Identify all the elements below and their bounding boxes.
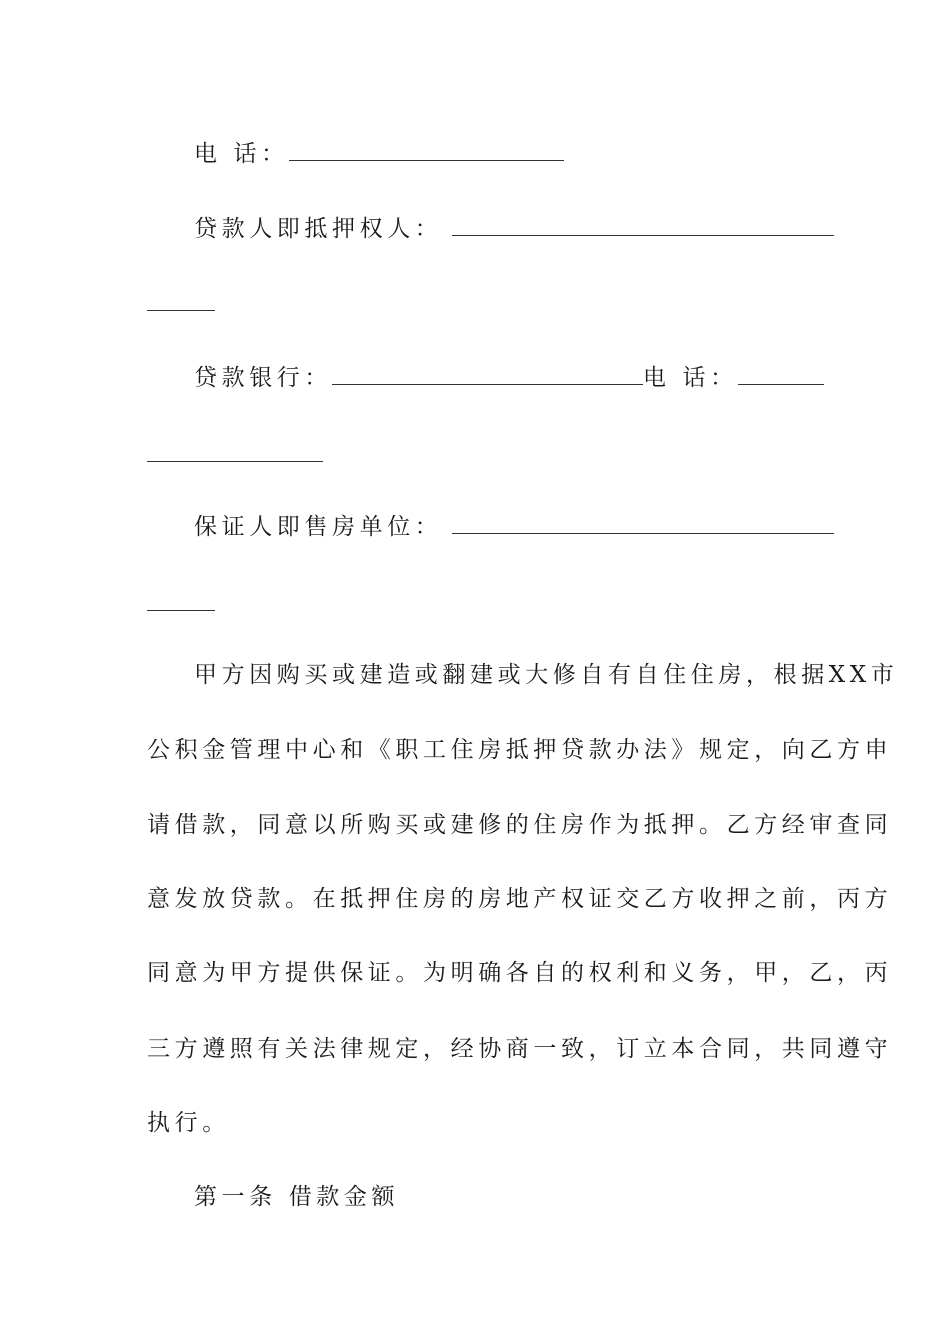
preamble-line-7: 执行。 [147,1110,230,1136]
preamble-line-4: 意发放贷款。在抵押住房的房地产权证交乙方收押之前，丙方 [147,886,893,912]
bank-blank [332,362,643,385]
guarantor-blank-continuation [147,609,215,611]
bank-field-row [194,362,854,393]
lender-blank-continuation [147,309,215,311]
preamble-line-3: 请借款，同意以所购买或建修的住房作为抵押。乙方经审查同 [147,812,893,838]
lender-field-row [194,213,854,244]
bank-phone-label: 电 话： [643,365,738,391]
article-1-title: 第一条 借款金额 [194,1184,400,1210]
bank-phone-blank-continuation [147,460,323,462]
phone-blank [289,138,564,161]
phone-field-row [194,138,854,169]
preamble-line-5: 同意为甲方提供保证。为明确各自的权利和义务，甲，乙，丙 [147,960,893,986]
lender-blank [452,213,834,236]
preamble-line-6: 三方遵照有关法律规定，经协商一致，订立本合同，共同遵守 [147,1036,893,1062]
bank-label: 贷款银行： [194,365,332,391]
guarantor-blank [452,511,834,534]
preamble-line-2: 公积金管理中心和《职工住房抵押贷款办法》规定，向乙方申 [147,737,893,763]
bank-phone-blank [738,362,824,385]
guarantor-label: 保证人即售房单位： [194,514,443,540]
guarantor-field-row [194,511,854,542]
lender-label: 贷款人即抵押权人： [194,216,443,242]
preamble-line-1: 甲方因购买或建造或翻建或大修自有自住住房，根据XX市 [194,662,899,688]
phone-label: 电 话： [194,141,289,167]
